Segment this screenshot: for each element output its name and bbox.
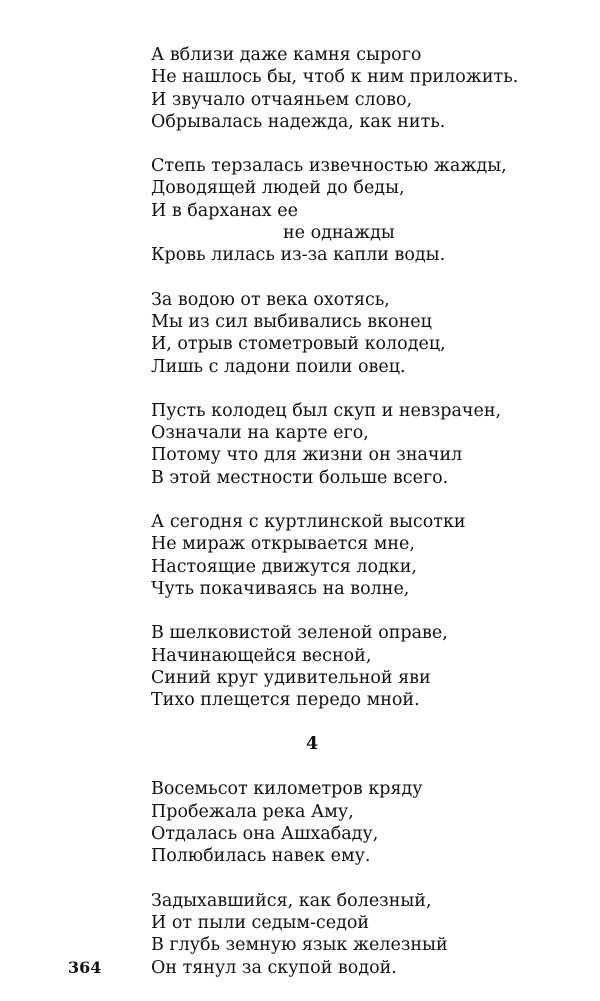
poem-line: Задыхавшийся, как болезный, bbox=[151, 890, 432, 911]
poem-line: Доводящей людей до беды, bbox=[151, 178, 405, 199]
poem-line-indented: не однажды bbox=[283, 223, 395, 244]
poem-line: Мы из сил выбивались вконец bbox=[151, 311, 432, 332]
poem-line: Обрывалась надежда, как нить. bbox=[151, 111, 446, 132]
poem-line: Отдалась она Ашхабаду, bbox=[151, 824, 379, 845]
poem-line: Настоящие движутся лодки, bbox=[151, 556, 417, 577]
poem-line: Пробежала река Аму, bbox=[151, 801, 354, 822]
poem-line: Лишь с ладони поили овец. bbox=[151, 356, 406, 377]
stanza bbox=[151, 155, 571, 266]
poem-line: В этой местности больше всего. bbox=[151, 467, 449, 488]
poem-line: Полюбилась навек ему. bbox=[151, 846, 371, 867]
poem-line: А сегодня с куртлинской высотки bbox=[151, 512, 466, 533]
poem-line: И от пыли седым-седой bbox=[151, 912, 370, 933]
poem-line: Потому что для жизни он значил bbox=[151, 445, 463, 466]
poem-line: В шелковистой зеленой оправе, bbox=[151, 623, 448, 644]
section-number: 4 bbox=[306, 734, 319, 755]
poem-line: Кровь лилась из-за капли воды. bbox=[151, 245, 446, 266]
stanza bbox=[151, 289, 571, 378]
stanza bbox=[151, 511, 571, 600]
stanza bbox=[151, 890, 571, 979]
poem-line: Синий круг удивительной яви bbox=[151, 667, 431, 688]
stanza bbox=[151, 400, 571, 489]
poem-line: Он тянул за скупой водой. bbox=[151, 957, 397, 978]
stanza bbox=[151, 44, 571, 133]
poem-line: А вблизи даже камня сырого bbox=[151, 45, 422, 65]
poem-line: Пусть колодец был скуп и невзрачен, bbox=[151, 400, 502, 421]
poem-line: И в барханах ее bbox=[151, 200, 298, 221]
poem-text bbox=[151, 44, 571, 1001]
poem-line: Не мираж открывается мне, bbox=[151, 534, 415, 555]
poem-line: И, отрыв стометровый колодец, bbox=[151, 334, 446, 355]
poem-line: Не нашлось бы, чтоб к ним приложить. bbox=[151, 67, 519, 88]
poem-line: Чуть покачиваясь на волне, bbox=[151, 578, 410, 599]
poem-line: За водою от века охотясь, bbox=[151, 289, 390, 310]
page-number: 364 bbox=[68, 958, 102, 977]
stanza bbox=[151, 778, 571, 867]
poem-line: Начинающейся весной, bbox=[151, 645, 372, 666]
poem-line: Тихо плещется передо мной. bbox=[151, 690, 420, 711]
poem-line: Степь терзалась извечностью жажды, bbox=[151, 156, 507, 177]
poem-line: В глубь земную язык железный bbox=[151, 935, 448, 956]
poem-line: И звучало отчаяньем слово, bbox=[151, 89, 413, 110]
poem-line: Восемьсот километров кряду bbox=[151, 779, 423, 800]
poem-line: Означали на карте его, bbox=[151, 423, 369, 444]
stanza bbox=[151, 622, 571, 711]
